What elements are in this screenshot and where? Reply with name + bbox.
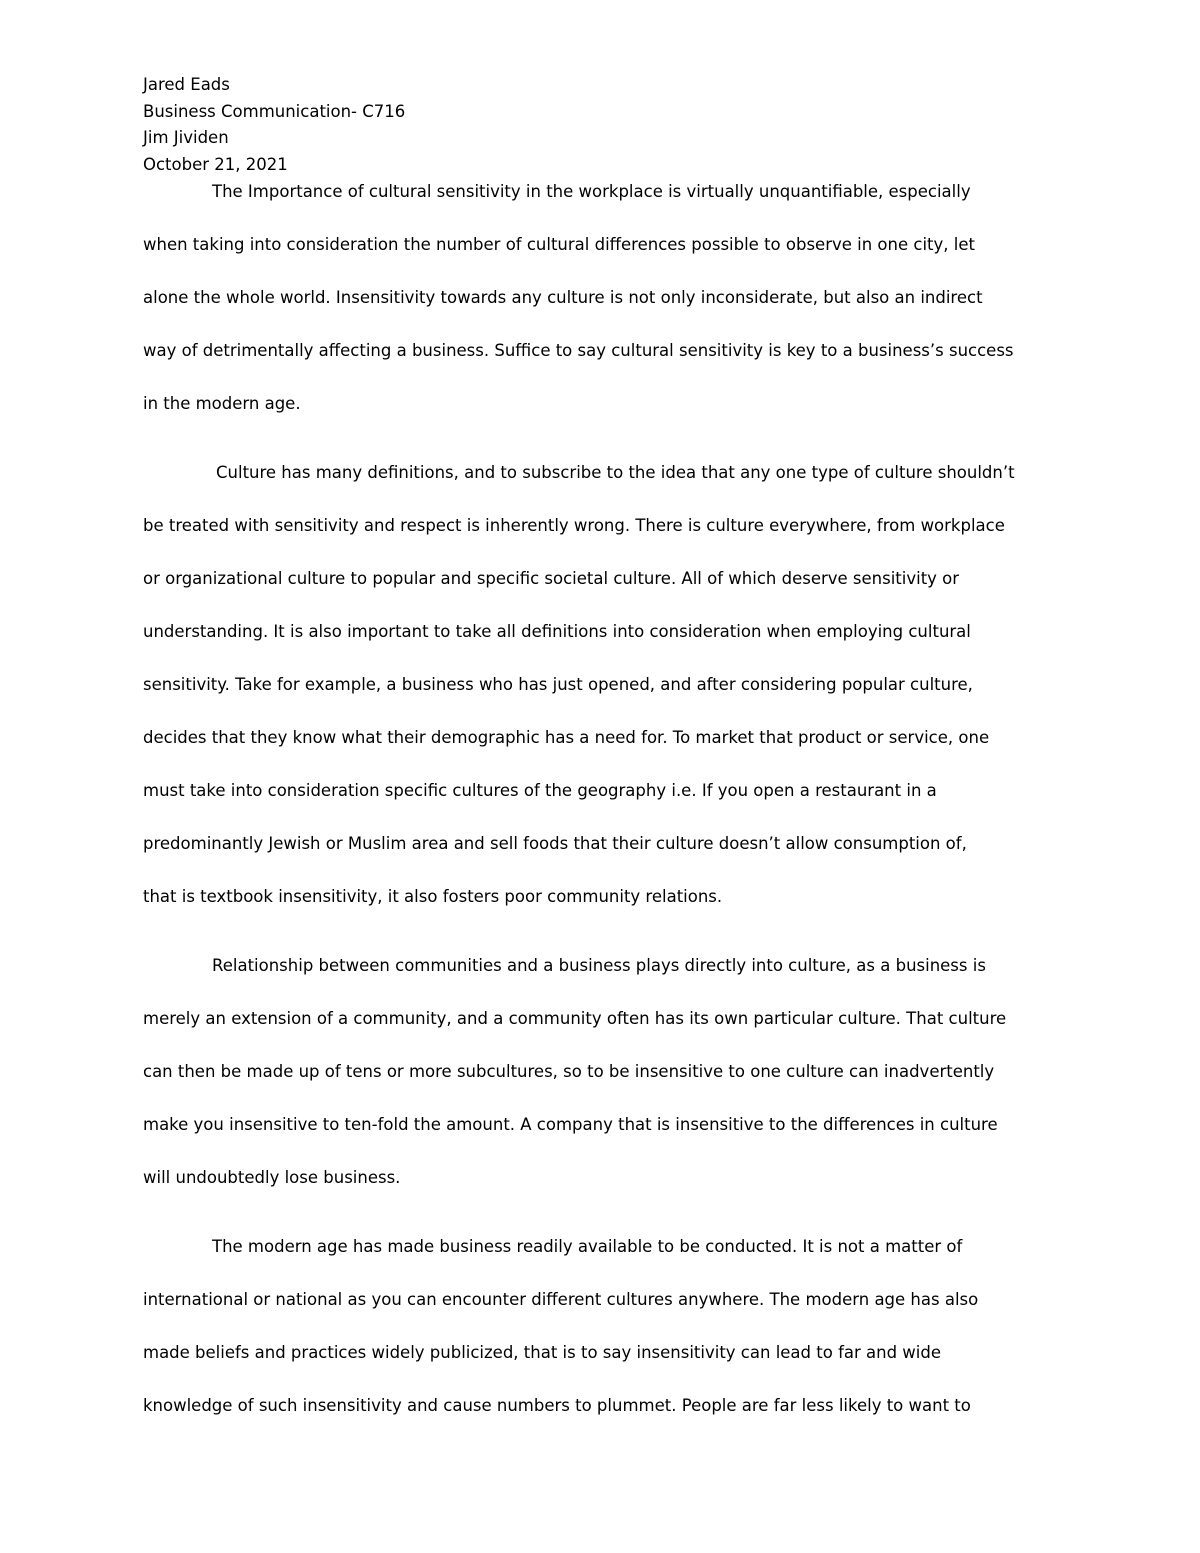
- document-date: October 21, 2021: [143, 154, 288, 174]
- course-name: Business Communication- C716: [143, 101, 406, 121]
- paragraph-1: The Importance of cultural sensitivity in the workplace is virtually unquantifiable, especially when taking into consideration the number of cultural differences possible to observe in one city, let alone the whole world. Insensitivity towards any culture is not only inconsiderate, but also an indirect way of detrimentally affecting a business. Suffice to say cultural sensitivity is key to a business’s success in the modern age.: [143, 182, 1014, 413]
- document-body: [143, 72, 1063, 1432]
- instructor-name: Jim Jividen: [143, 128, 229, 147]
- paragraph-4: The modern age has made business readily available to be conducted. It is not a matter of international or national as you can encounter different cultures anywhere. The modern age has also made beliefs and practices widely publicized, that is to say insensitivity can lead to far and wide knowledge of such insensitivity and cause numbers to plummet. People are far less likely to want to: [143, 1237, 979, 1415]
- author-name: Jared Eads: [143, 75, 230, 94]
- paragraph-3: Relationship between communities and a business plays directly into culture, as a business is merely an extension of a community, and a community often has its own particular culture. That culture can then be made up of tens or more subcultures, so to be insensitive to one culture can inadvertently make you insensitive to ten-fold the amount. A company that is insensitive to the differences in culture will undoubtedly lose business.: [143, 956, 1007, 1187]
- header-block: [143, 72, 1063, 178]
- paragraph-2: Culture has many definitions, and to subscribe to the idea that any one type of culture shouldn’t be treated with sensitivity and respect is inherently wrong. There is culture everywhere, from workplace or organizational culture to popular and specific societal culture. All of which deserve sensitivity or understanding. It is also important to take all definitions into consideration when employing cultural sensitivity. Take for example, a business who has just opened, and after considering popular culture, decides that they know what their demographic has a need for. To market that product or service, one must take into consideration specific cultures of the geography i.e. If you open a restaurant in a predominantly Jewish or Muslim area and sell foods that their culture doesn’t allow consumption of, that is textbook insensitivity, it also fosters poor community relations.: [143, 463, 1015, 906]
